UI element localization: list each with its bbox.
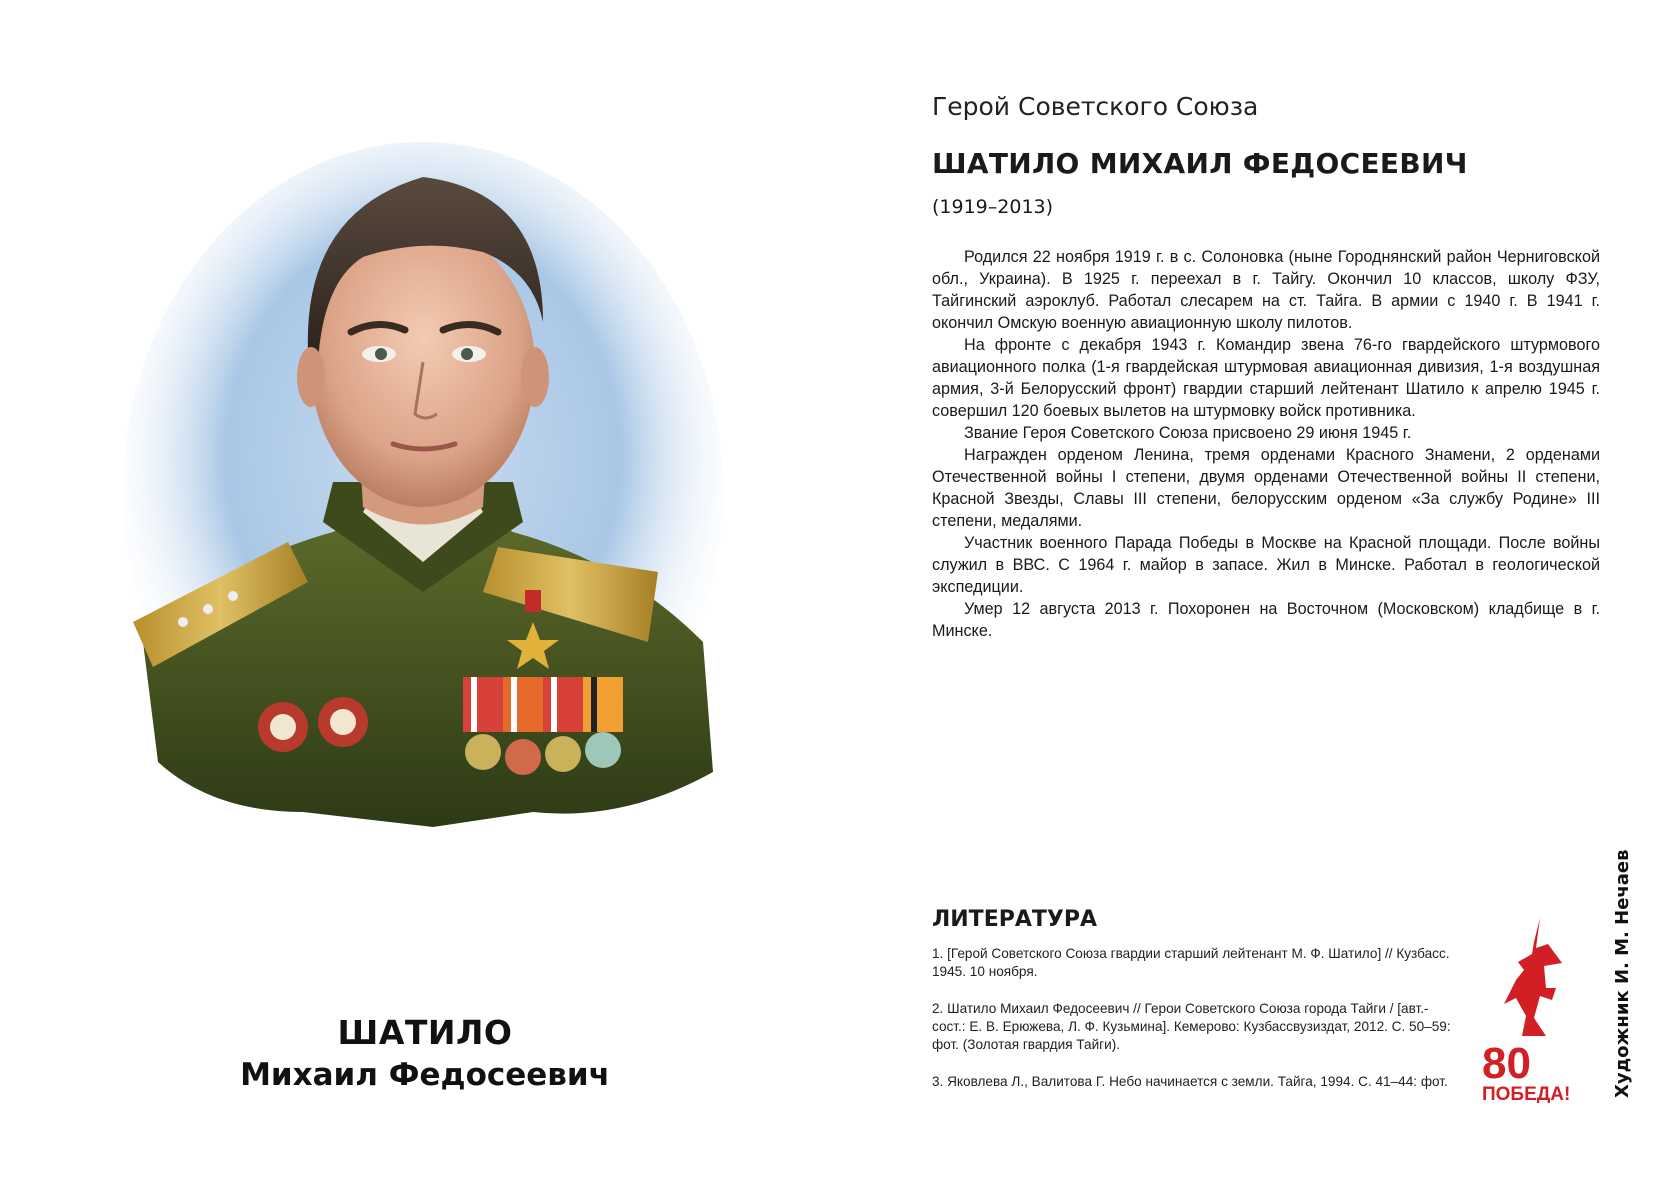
bio-paragraph: Награжден орденом Ленина, тремя орденами Красного Знамени, 2 орденами Отечественной войны I степени, двумя орденами Отечественной войны II степени, Красной Звезды, Славы III степени, белорусским орденом «За службу Родине» III степени, медалями.	[932, 446, 1600, 530]
strap-star	[228, 591, 238, 601]
ear-right	[521, 347, 549, 407]
logo-number: 80	[1482, 1039, 1531, 1088]
caption-surname: ШАТИЛО	[337, 1013, 513, 1052]
ear-left	[297, 347, 325, 407]
strap-star	[203, 604, 213, 614]
biography	[932, 246, 1600, 642]
text-column	[932, 90, 1602, 642]
portrait-caption	[170, 1012, 680, 1096]
bio-paragraph: Звание Героя Советского Союза присвоено 29 июня 1945 г.	[964, 424, 1412, 442]
monument-figure-icon	[1504, 918, 1562, 1036]
bio-paragraph: Умер 12 августа 2013 г. Похоронен на Восточном (Московском) кладбище в г. Минске.	[932, 600, 1600, 640]
literature-item: 1. [Герой Советского Союза гвардии старший лейтенант М. Ф. Шатило] // Кузбасс. 1945. 10 ноября.	[932, 946, 1450, 979]
page-title: ШАТИЛО МИХАИЛ ФЕДОСЕЕВИЧ	[932, 147, 1468, 180]
category-heading: Герой Советского Союза	[932, 92, 1259, 121]
bio-paragraph: На фронте с декабря 1943 г. Командир звена 76-го гвардейского штурмового авиационного полка (1-я гвардейская штурмовая авиационная дивизия, 1-я воздушная армия, 3-й Белорусский фронт) гвардии старший лейтенант Шатило к апрелю 1945 г. совершил 120 боевых вылетов на штурмовку войск противника.	[932, 336, 1600, 420]
medal-ribbons	[463, 677, 623, 732]
literature-title: ЛИТЕРАТУРА	[932, 907, 1097, 932]
strap-star	[178, 617, 188, 627]
literature-section	[932, 905, 1452, 1110]
bio-paragraph: Участник военного Парада Победы в Москве на Красной площади. После войны служил в ВВС. С 1964 г. майор в запасе. Жил в Минске. Работал в геологической экспедиции.	[932, 534, 1600, 596]
artist-credit: Художник И. М. Нечаев	[1612, 849, 1633, 1098]
portrait-image	[103, 122, 743, 912]
life-years: (1919–2013)	[932, 196, 1054, 218]
victory-80-logo	[1482, 918, 1582, 1103]
literature-item: 2. Шатило Михаил Федосеевич // Герои Советского Союза города Тайги / [авт.-сост.: Е. В. Ерюжева, Л. Ф. Кузьмина]. Кемерово: Кузбассвузиздат, 2012. С. 50–59: фот. (Золотая гвардия Тайги).	[932, 1001, 1451, 1052]
logo-word: ПОБЕДА!	[1482, 1084, 1571, 1103]
literature-item: 3. Яковлева Л., Валитова Г. Небо начинается с земли. Тайга, 1994. С. 41–44: фот.	[932, 1074, 1448, 1089]
bio-paragraph: Родился 22 ноября 1919 г. в с. Солоновка (ныне Городнянский район Черниговской обл., Украина). В 1925 г. переехал в г. Тайгу. Окончил 10 классов, школу ФЗУ, Тайгинский аэроклуб. Работал слесарем на ст. Тайга. В армии с 1940 г. В 1941 г. окончил Омскую военную авиационную школу пилотов.	[932, 248, 1600, 332]
caption-given-name: Михаил Федосеевич	[240, 1057, 610, 1093]
